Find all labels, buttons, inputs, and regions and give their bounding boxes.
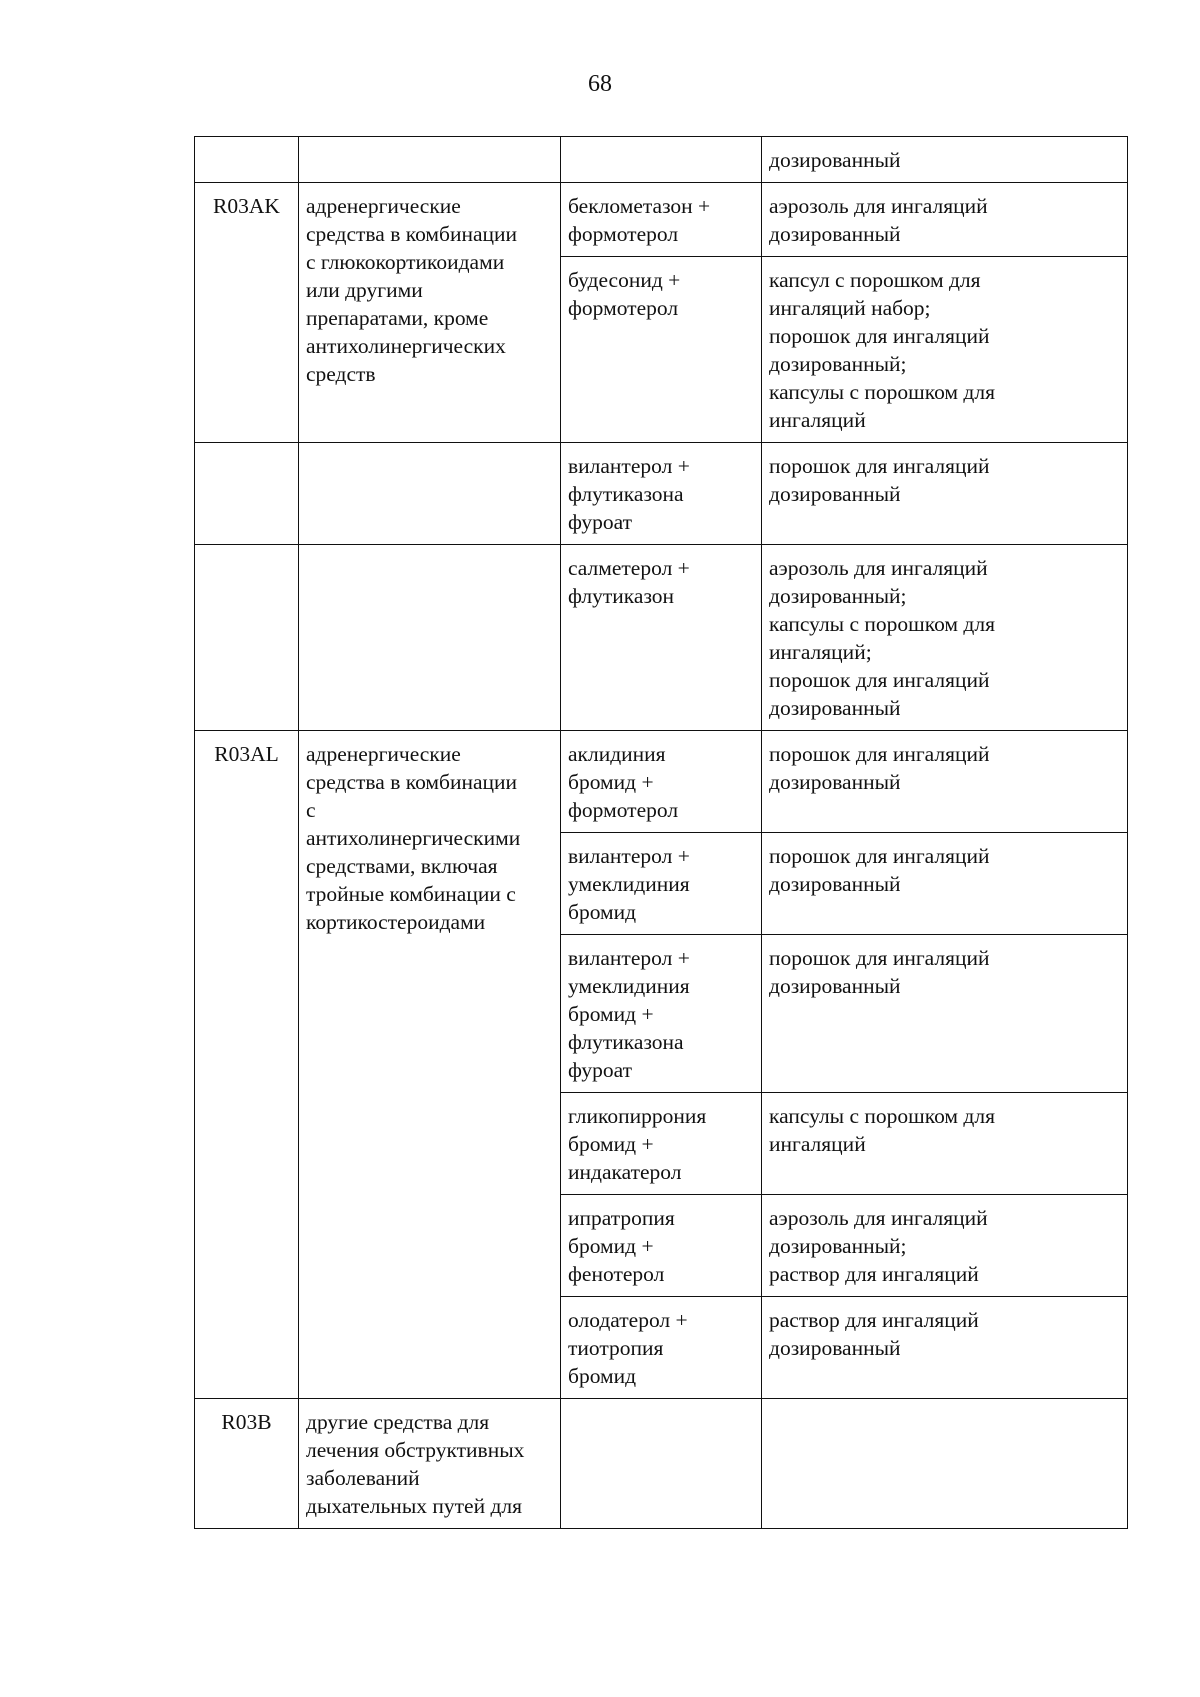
page-number: 68 (588, 71, 612, 97)
atc-code-cell (195, 443, 299, 545)
dosage-form-cell: раствор для ингаляций дозированный (762, 1297, 1128, 1399)
substance-cell: гликопиррония бромид + индакатерол (561, 1093, 762, 1195)
substance-cell (561, 137, 762, 183)
group-cell (299, 137, 561, 183)
table-row (195, 443, 1128, 545)
substance-cell: аклидиния бромид + формотерол (561, 731, 762, 833)
atc-code-cell: R03B (195, 1399, 299, 1529)
dosage-form-cell: порошок для ингаляций дозированный (762, 443, 1128, 545)
substance-cell: вилантерол + флутиказона фуроат (561, 443, 762, 545)
drug-table (194, 136, 1128, 1529)
dosage-form-cell: аэрозоль для ингаляций дозированный; раствор для ингаляций (762, 1195, 1128, 1297)
dosage-form-cell: капсул с порошком для ингаляций набор; порошок для ингаляций дозированный; капсулы с порошком для ингаляций (762, 257, 1128, 443)
table-row (195, 545, 1128, 731)
table-row (195, 731, 1128, 833)
dosage-form-cell: порошок для ингаляций дозированный (762, 833, 1128, 935)
atc-code-cell: R03AL (195, 731, 299, 1399)
substance-cell (561, 1399, 762, 1529)
dosage-form-cell: порошок для ингаляций дозированный (762, 731, 1128, 833)
substance-cell: вилантерол + умеклидиния бромид + флутиказона фуроат (561, 935, 762, 1093)
dosage-form-cell: порошок для ингаляций дозированный (762, 935, 1128, 1093)
group-cell: адренергические средства в комбинации с глюкокортикоидами или другими препаратами, кроме антихолинергических средств (299, 183, 561, 443)
substance-cell: ипратропия бромид + фенотерол (561, 1195, 762, 1297)
dosage-form-cell (762, 1399, 1128, 1529)
atc-code-cell (195, 545, 299, 731)
group-cell: другие средства для лечения обструктивных заболеваний дыхательных путей для (299, 1399, 561, 1529)
table-row (195, 1399, 1128, 1529)
substance-cell: салметерол + флутиказон (561, 545, 762, 731)
group-cell (299, 443, 561, 545)
dosage-form-cell: дозированный (762, 137, 1128, 183)
atc-code-cell: R03AK (195, 183, 299, 443)
substance-cell: вилантерол + умеклидиния бромид (561, 833, 762, 935)
group-cell (299, 545, 561, 731)
dosage-form-cell: аэрозоль для ингаляций дозированный; капсулы с порошком для ингаляций; порошок для ингаляций дозированный (762, 545, 1128, 731)
table-row (195, 137, 1128, 183)
substance-cell: олодатерол + тиотропия бромид (561, 1297, 762, 1399)
table-row (195, 183, 1128, 257)
dosage-form-cell: аэрозоль для ингаляций дозированный (762, 183, 1128, 257)
group-cell: адренергические средства в комбинации с антихолинергическими средствами, включая тройные комбинации с кортикостероидами (299, 731, 561, 1399)
dosage-form-cell: капсулы с порошком для ингаляций (762, 1093, 1128, 1195)
atc-code-cell (195, 137, 299, 183)
substance-cell: беклометазон + формотерол (561, 183, 762, 257)
substance-cell: будесонид + формотерол (561, 257, 762, 443)
